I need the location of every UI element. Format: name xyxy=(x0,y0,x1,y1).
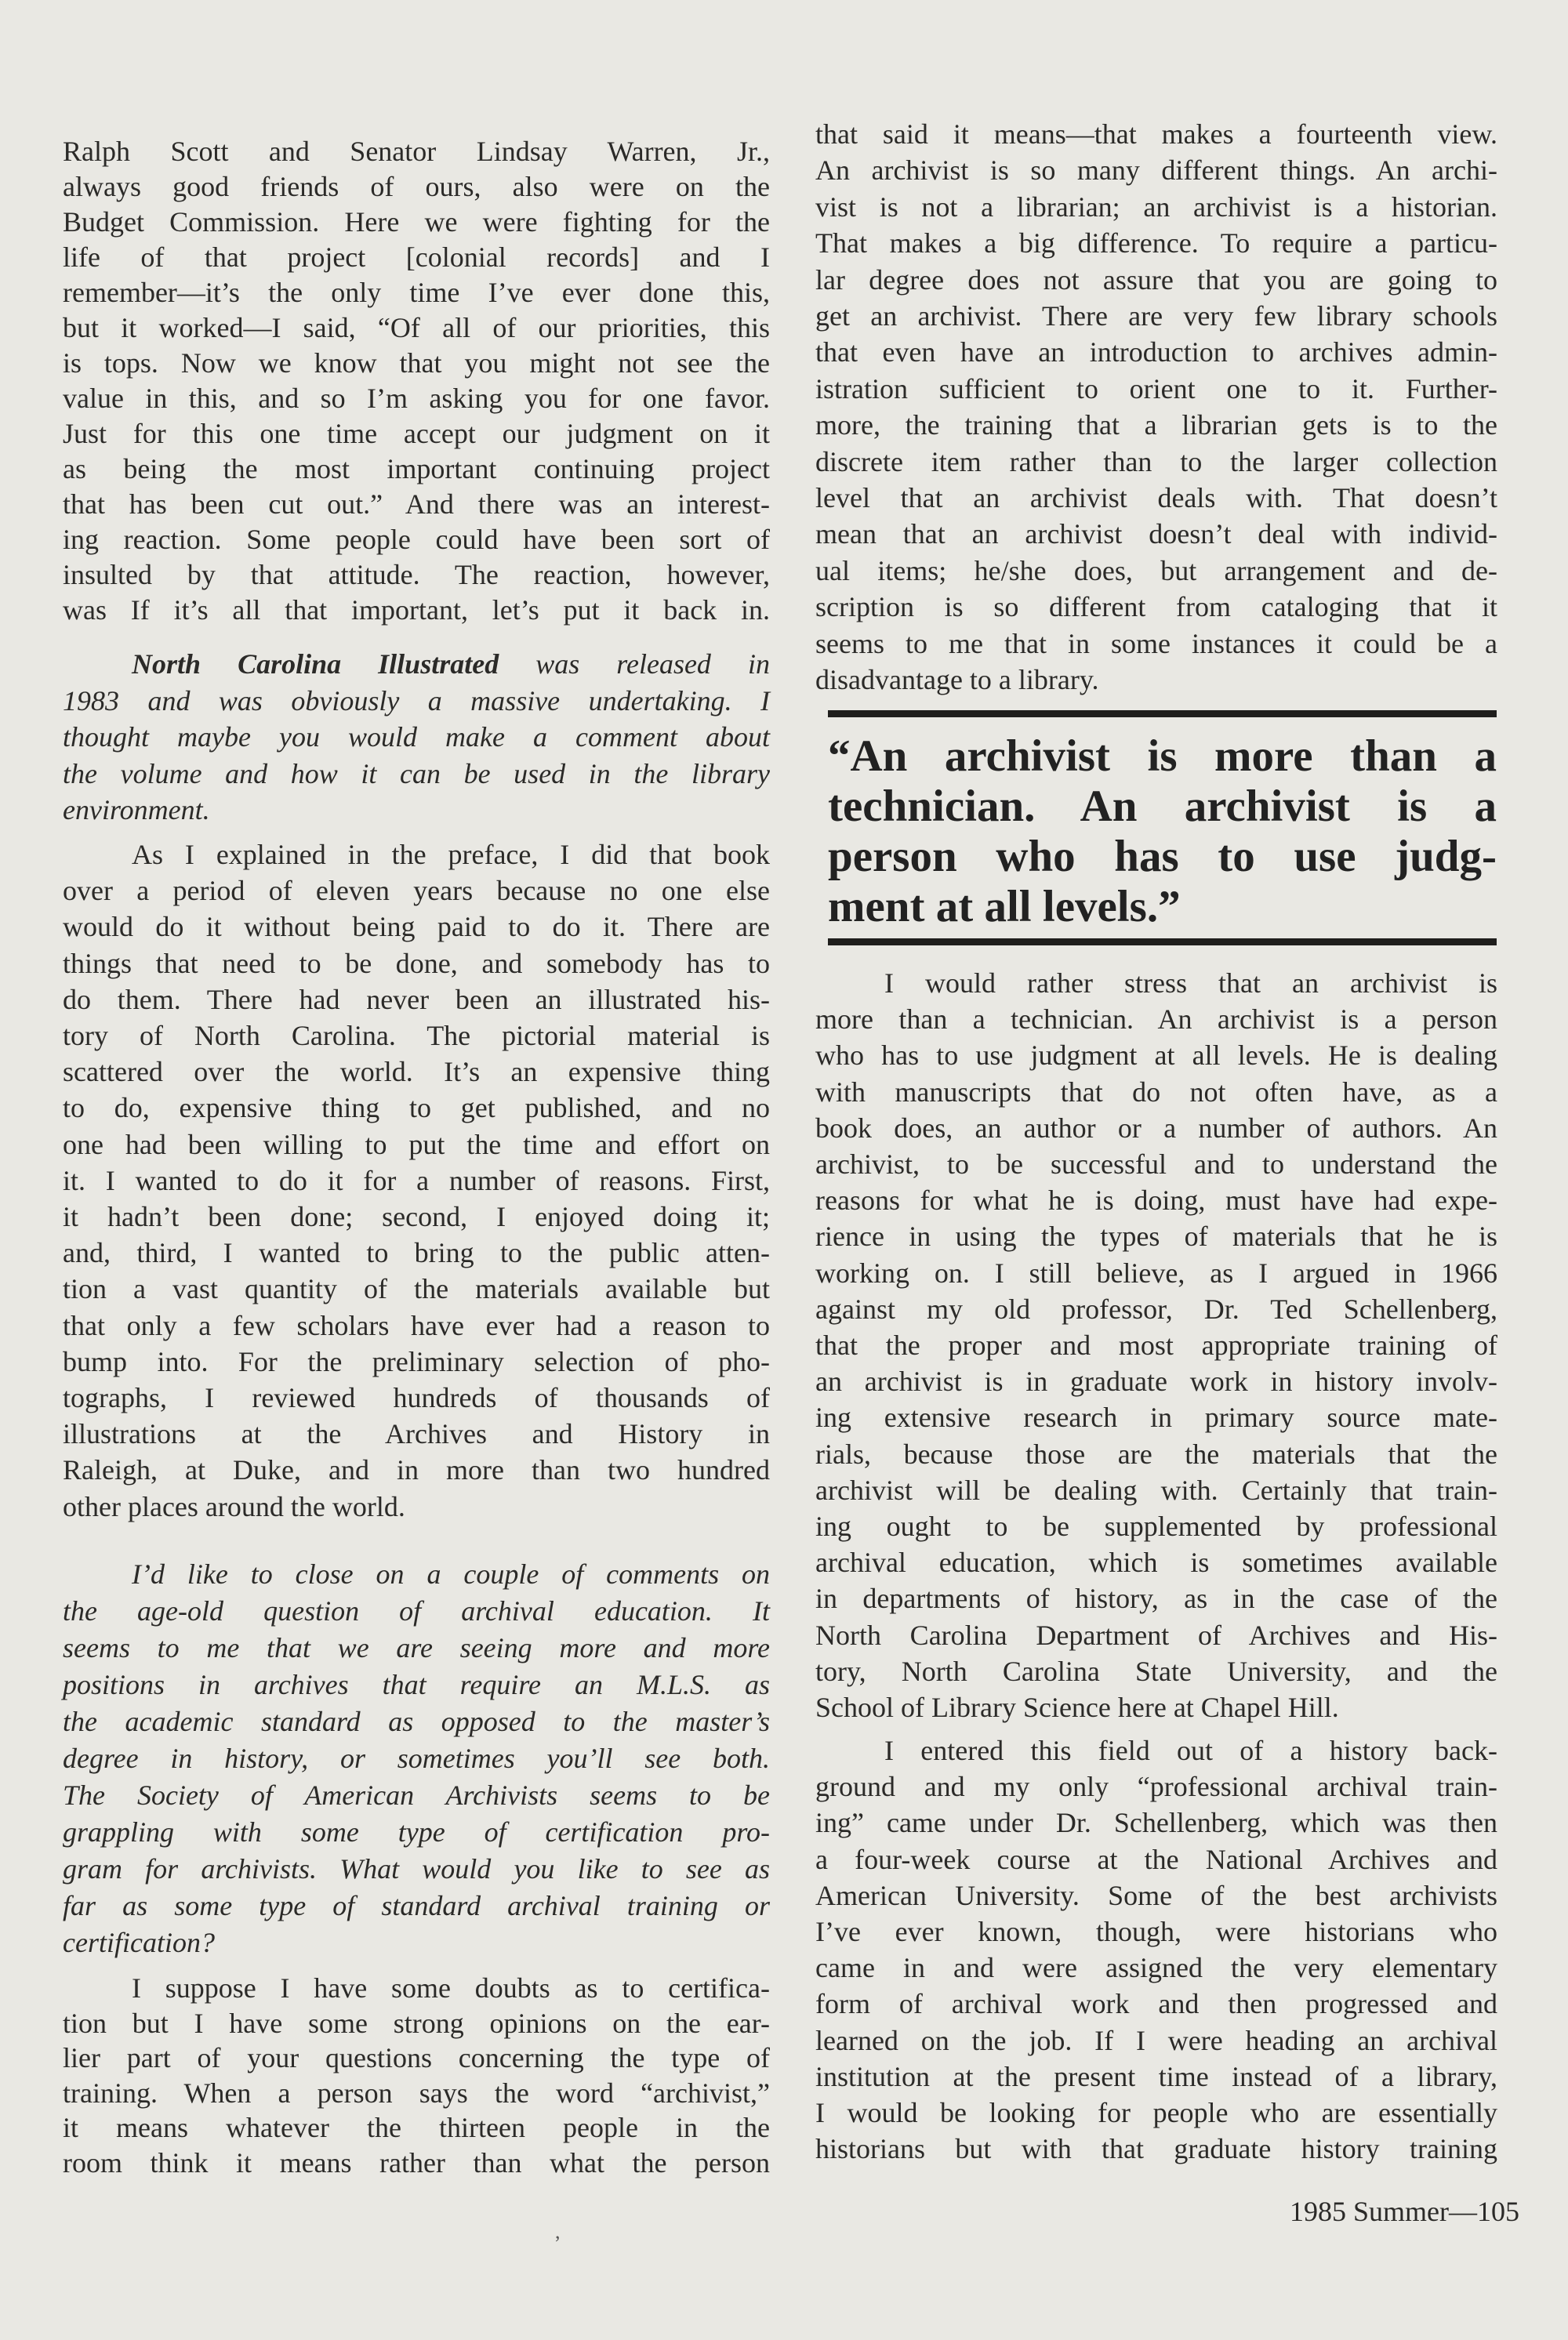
text-line: would do it without being paid to do it. There are xyxy=(63,911,770,943)
paragraph-book-answer xyxy=(63,836,770,1525)
paragraph-history-background xyxy=(815,1732,1497,2167)
text-line: but it worked—I said, “Of all of our priorities, this xyxy=(63,312,770,343)
text-line: archivist, to be successful and to understand the xyxy=(815,1148,1497,1181)
text-line: thought maybe you would make a comment about xyxy=(63,721,770,753)
text-line: degree in history, or sometimes you’ll see both. xyxy=(63,1743,770,1774)
question-archival-education xyxy=(63,1556,770,1961)
text-line: grappling with some type of certification pro- xyxy=(63,1816,770,1848)
text-line: came in and were assigned the very elementary xyxy=(815,1952,1497,1984)
text-line: more, the training that a librarian gets is to the xyxy=(815,409,1497,441)
text-line: that said it means—that makes a fourteenth view. xyxy=(815,118,1497,150)
text-line: rience in using the types of materials that he is xyxy=(815,1221,1497,1253)
text-line: “An archivist is more than a xyxy=(828,731,1497,781)
text-line: tory, North Carolina State University, and the xyxy=(815,1655,1497,1687)
text-line: more than a technician. An archivist is a person xyxy=(815,1003,1497,1036)
text-line: Budget Commission. Here we were fighting for the xyxy=(63,206,770,238)
text-line: lar degree does not assure that you are going to xyxy=(815,263,1497,296)
text-line: do them. There had never been an illustrated his- xyxy=(63,983,770,1015)
book-title: North Carolina Illustrated xyxy=(132,648,499,680)
text-line: that even have an introduction to archives admin- xyxy=(815,336,1497,368)
paragraph-certification-answer xyxy=(63,1971,770,2181)
paragraph-archivist-not-librarian xyxy=(815,116,1497,698)
paragraph-budget-commission xyxy=(63,134,770,628)
page-folio: 1985 Summer—105 xyxy=(1290,2196,1519,2227)
text-line: I’ve ever known, though, were historians who xyxy=(815,1916,1497,1948)
text-line: it hadn’t been done; second, I enjoyed doing it; xyxy=(63,1201,770,1233)
text-line: with manuscripts that do not often have, as a xyxy=(815,1076,1497,1108)
text-line: that the proper and most appropriate training of xyxy=(815,1330,1497,1362)
text-line: illustrations at the Archives and History in xyxy=(63,1418,770,1450)
text-line: get an archivist. There are very few library schools xyxy=(815,300,1497,332)
text-line: tory of North Carolina. The pictorial material is xyxy=(63,1020,770,1052)
text-line: is tops. Now we know that you might not see the xyxy=(63,347,770,379)
text-line: I suppose I have some doubts as to certifica- xyxy=(132,1972,770,2004)
text-line: and, third, I wanted to bring to the public atten- xyxy=(63,1237,770,1269)
text-line: environment. xyxy=(63,794,210,825)
text-line: ing” came under Dr. Schellenberg, which was then xyxy=(815,1807,1497,1839)
text-line: room think it means rather than what the person xyxy=(63,2146,770,2179)
text-line: seems to me that we are seeing more and more xyxy=(63,1632,770,1663)
text-line: against my old professor, Dr. Ted Schellenberg, xyxy=(815,1293,1497,1325)
text-line: vist is not a librarian; an archivist is a historian. xyxy=(815,190,1497,223)
text-line: Just for this one time accept our judgment on it xyxy=(63,418,770,449)
text-line: mean that an archivist doesn’t deal with individ- xyxy=(815,518,1497,550)
text-line: That makes a big difference. To require a particu- xyxy=(815,227,1497,259)
text-line: one had been willing to put the time and effort on xyxy=(63,1128,770,1160)
pull-quote-top-rule xyxy=(828,710,1497,717)
text-line: in departments of history, as in the case of the xyxy=(815,1583,1497,1615)
text-line: The Society of American Archivists seems to be xyxy=(63,1779,770,1811)
text-line: bump into. For the preliminary selection of pho- xyxy=(63,1345,770,1377)
text-line: scription is so different from cataloging that it xyxy=(815,591,1497,623)
text-line: working on. I still believe, as I argued in 1966 xyxy=(815,1257,1497,1289)
text-line: 1983 and was obviously a massive undertaking. I xyxy=(63,684,770,717)
text-line: training. When a person says the word “archivist,” xyxy=(63,2077,770,2109)
text-line: other places around the world. xyxy=(63,1490,405,1522)
text-line xyxy=(63,646,770,683)
paragraph-archivist-technician xyxy=(815,965,1497,1725)
text-line: that only a few scholars have ever had a reason to xyxy=(63,1309,770,1341)
text-line: the academic standard as opposed to the master’s xyxy=(63,1706,770,1737)
text-line: was If it’s all that important, let’s put it back in. xyxy=(63,594,770,626)
text-line: level that an archivist deals with. That doesn’t xyxy=(815,482,1497,514)
text-line: disadvantage to a library. xyxy=(815,664,1099,696)
text-line: tographs, I reviewed hundreds of thousands of xyxy=(63,1382,770,1414)
text-line: insulted by that attitude. The reaction, however, xyxy=(63,559,770,590)
text-line: archivist will be dealing with. Certainly that train- xyxy=(815,1474,1497,1506)
text-line: form of archival work and then progressed and xyxy=(815,1988,1497,2020)
text-line: North Carolina Department of Archives and His- xyxy=(815,1619,1497,1651)
text-line: Ralph Scott and Senator Lindsay Warren, Jr., xyxy=(63,136,770,167)
text-line: remember—it’s the only time I’ve ever done this, xyxy=(63,277,770,308)
text-line: things that need to be done, and somebody has to xyxy=(63,947,770,979)
text-line: seems to me that in some instances it could be a xyxy=(815,627,1497,659)
text-line: positions in archives that require an M.L.S. as xyxy=(63,1669,770,1700)
text-line: learned on the job. If I were heading an archival xyxy=(815,2024,1497,2056)
text-line: that has been cut out.” And there was an interest- xyxy=(63,488,770,520)
text-line: ing reaction. Some people could have been sort of xyxy=(63,524,770,555)
text-line: An archivist is so many different things. An archi- xyxy=(815,154,1497,187)
text-line: the volume and how it can be used in the library xyxy=(63,757,770,789)
text-line: As I explained in the preface, I did that book xyxy=(132,839,770,870)
text-line: always good friends of ours, also were on the xyxy=(63,171,770,202)
text-line: as being the most important continuing project xyxy=(63,453,770,484)
text-line: over a period of eleven years because no one else xyxy=(63,875,770,907)
text-line: discrete item rather than to the larger collection xyxy=(815,445,1497,477)
text-line: far as some type of standard archival training or xyxy=(63,1890,770,1921)
text-line: archival education, which is sometimes available xyxy=(815,1547,1497,1579)
text-line: American University. Some of the best archivists xyxy=(815,1879,1497,1911)
text-line: institution at the present time instead of a library, xyxy=(815,2060,1497,2092)
text-line: a four-week course at the National Archives and xyxy=(815,1843,1497,1875)
text-line: gram for archivists. What would you like to see as xyxy=(63,1853,770,1885)
text-line: ground and my only “professional archival train- xyxy=(815,1771,1497,1803)
pull-quote xyxy=(828,731,1497,932)
text-line: book does, an author or a number of authors. An xyxy=(815,1112,1497,1144)
text-line: technician. An archivist is a xyxy=(828,782,1497,831)
text-line: ment at all levels.” xyxy=(828,882,1181,931)
text-line: rials, because those are the materials that the xyxy=(815,1438,1497,1470)
text-line: tion but I have some strong opinions on the ear- xyxy=(63,2007,770,2039)
text-line: I would be looking for people who are essentially xyxy=(815,2097,1497,2129)
text-line: istration sufficient to orient one to it. Further- xyxy=(815,372,1497,405)
text-line: Raleigh, at Duke, and in more than two hundred xyxy=(63,1454,770,1486)
text-line: life of that project [colonial records] and I xyxy=(63,241,770,273)
text-line: School of Library Science here at Chapel Hill. xyxy=(815,1692,1339,1724)
text-line: I would rather stress that an archivist is xyxy=(884,967,1497,999)
text-line: tion a vast quantity of the materials available but xyxy=(63,1273,770,1305)
text-line: it. I wanted to do it for a number of reasons. First, xyxy=(63,1164,770,1196)
text-line: ing ought to be supplemented by professional xyxy=(815,1511,1497,1543)
text-line: scattered over the world. It’s an expensive thing xyxy=(63,1056,770,1088)
text-line: I’d like to close on a couple of comments on xyxy=(132,1558,770,1590)
text-line: ual items; he/she does, but arrangement and de- xyxy=(815,554,1497,586)
text-line: to do, expensive thing to get published, and no xyxy=(63,1092,770,1124)
text-line: person who has to use judg- xyxy=(828,832,1497,881)
text-line: the age-old question of archival education. It xyxy=(63,1595,770,1627)
text-line: ing extensive research in primary source mate- xyxy=(815,1402,1497,1434)
line-rest: was released in xyxy=(499,648,770,680)
text-line: reasons for what he is doing, must have had expe- xyxy=(815,1185,1497,1217)
pull-quote-bottom-rule xyxy=(828,938,1497,945)
text-line: I entered this field out of a history back- xyxy=(884,1735,1497,1766)
text-line: certification? xyxy=(63,1927,215,1958)
text-line: who has to use judgment at all levels. He is dealing xyxy=(815,1039,1497,1072)
text-line: lier part of your questions concerning the type of xyxy=(63,2042,770,2074)
text-line: historians but with that graduate history training xyxy=(815,2133,1497,2165)
scan-speck: , xyxy=(555,2220,561,2243)
text-line: it means whatever the thirteen people in the xyxy=(63,2112,770,2144)
text-line: value in this, and so I’m asking you for one favor. xyxy=(63,383,770,414)
text-line: an archivist is in graduate work in history involv- xyxy=(815,1366,1497,1398)
question-north-carolina-illustrated xyxy=(63,646,770,829)
